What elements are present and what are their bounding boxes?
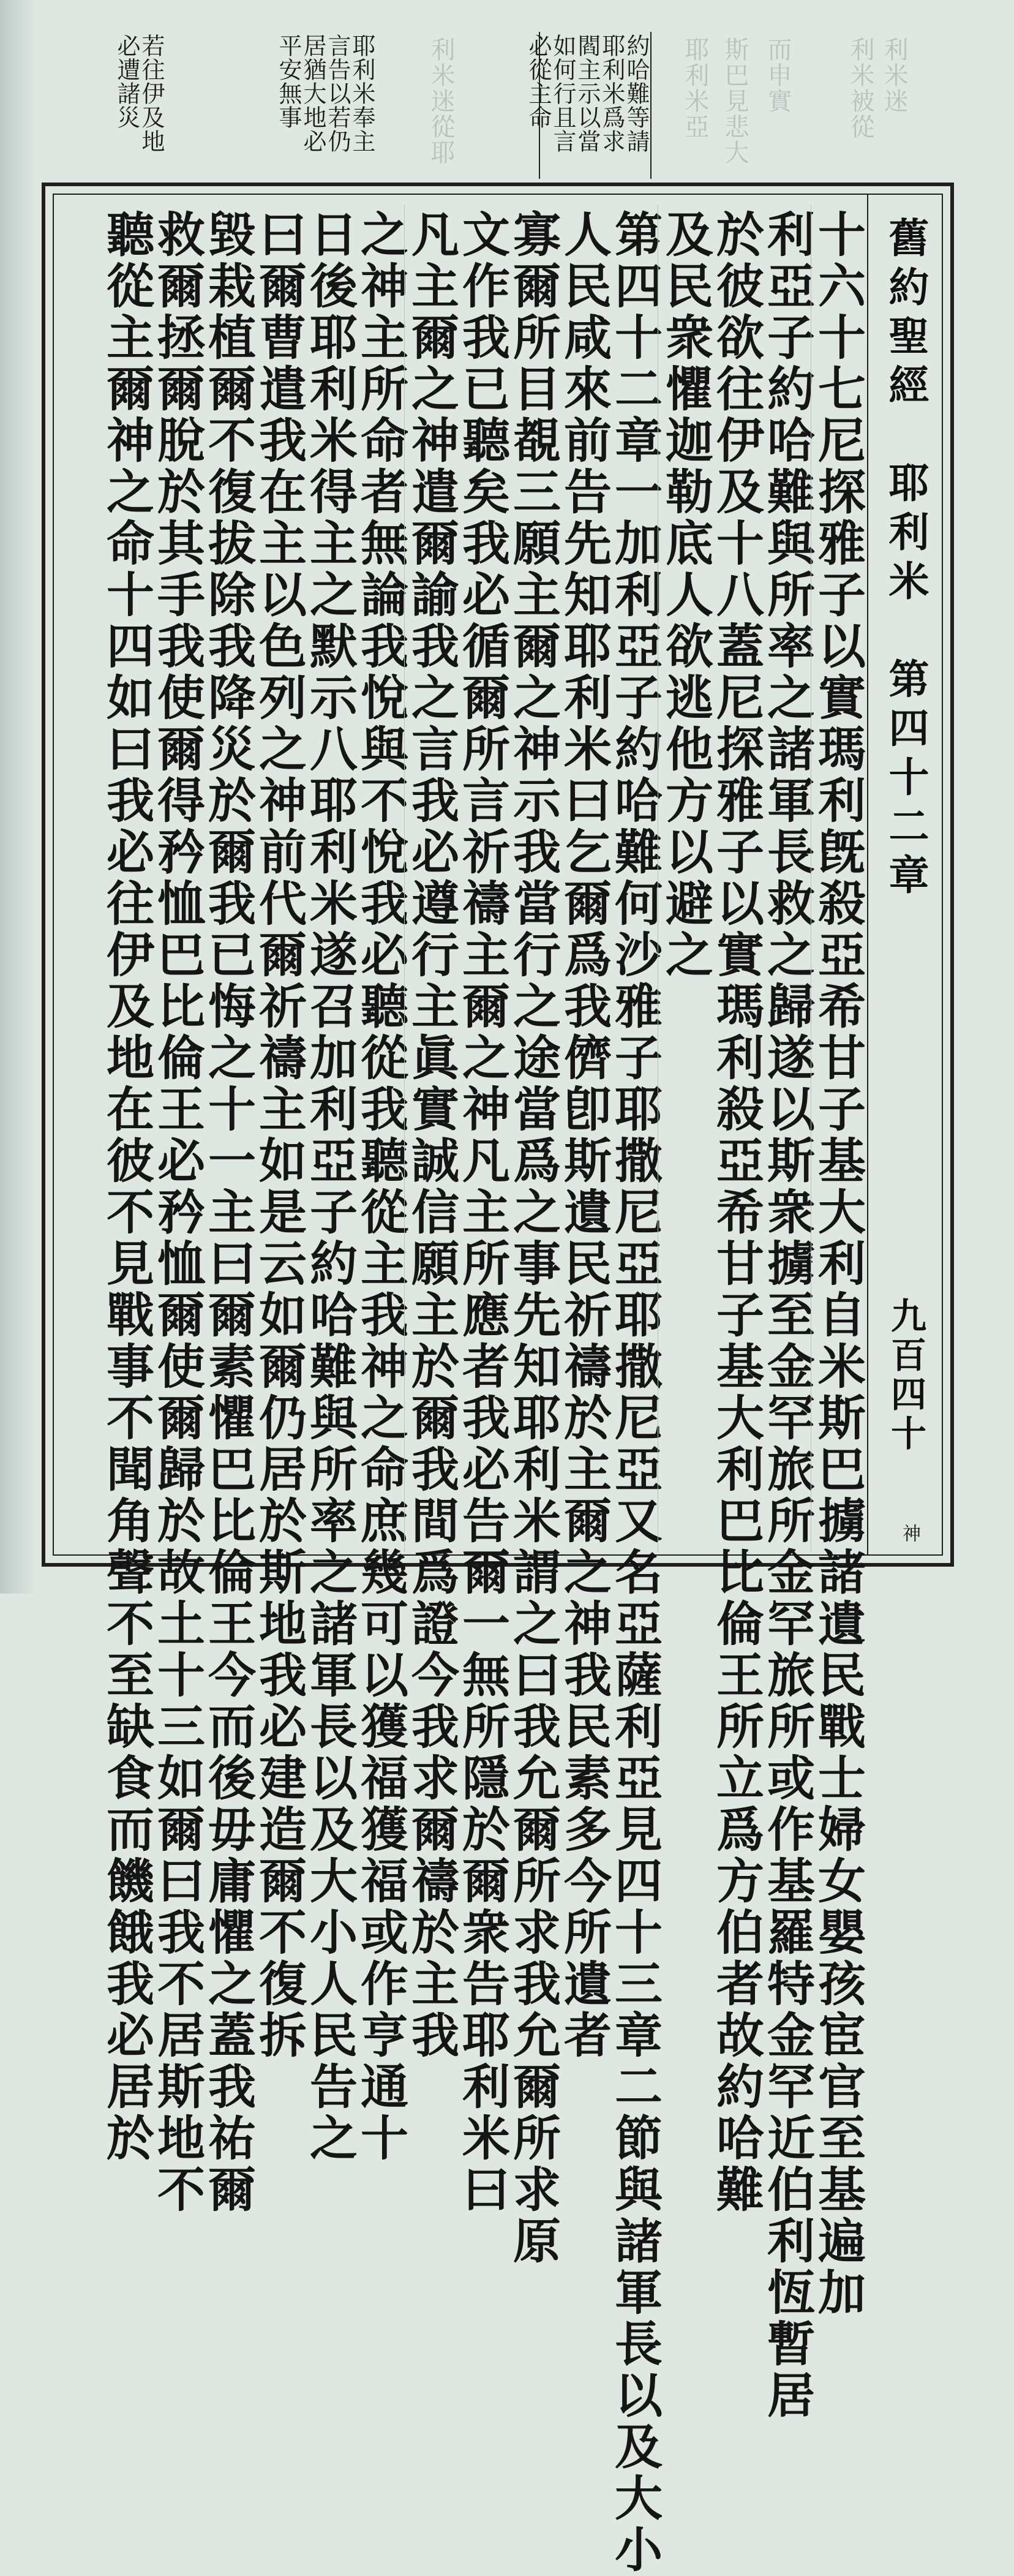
text-column-3: 於彼欲往伊及十八蓋尼探雅子以實瑪利殺亞希甘子基大利巴比倫王所立爲方伯者故約哈難 — [708, 209, 764, 2216]
text-column-7: 寡爾所目覩三願主爾之神示我當行之途當爲之事先知耶利米謂之曰我允爾所求我允爾所求原 — [505, 209, 561, 2267]
text-column-11: 日後耶利米得主之默示八耶利米遂召加利亞子約哈難與所率之諸軍長以及大小人民告之 — [302, 209, 358, 2164]
text-column-8: 文作我已聽矣我必循爾所言祈禱主爾之神凡主所應者我必告爾一無所隱於爾衆告耶利米曰 — [454, 209, 510, 2216]
book-title: 舊約聖經 耶利米 第四十二章 — [882, 217, 930, 903]
text-column-4: 及民衆懼迦勒底人欲逃他方以避之 — [658, 209, 713, 981]
page-number: 九百四十 — [885, 1297, 926, 1454]
top-note-2: 耶利米爲求 — [598, 34, 625, 153]
top-note-11: 必遭諸災 — [113, 34, 140, 129]
text-column-12: 曰爾曹遣我在主以色列之神前代爾祈禱主如是云如爾仍居於斯地我必建造爾不復拆 — [251, 209, 307, 2062]
text-column-2: 利亞子約哈難與所率之諸軍長救之歸遂以斯衆擄至金罕旅所金罕旅所或作基羅特金罕近伯利恆暫居 — [759, 209, 815, 2422]
text-column-6: 人民咸來前告先知耶利米曰乞爾爲我儕卽斯遺民祈禱於主爾之神我民素多今所遺者 — [556, 209, 612, 2062]
text-column-13: 毀栽植爾不復拔除我降災於爾我已悔之十一主曰爾素懼巴比倫王今而後毋庸懼之蓋我祐爾 — [200, 209, 256, 2216]
page-edge-shadow — [0, 0, 37, 1594]
top-note-1: 約哈難等請 — [623, 34, 650, 153]
top-note-4: 如何行且言 — [549, 34, 576, 153]
running-header — [867, 195, 942, 1554]
text-column-10: 之神主所命者無論我悅與不悅我必聽從我聽從主我神之命庶幾可以獲福獲福或作亨通十 — [353, 209, 408, 2164]
ghost-text-4: 而申實 — [764, 37, 792, 114]
top-note-5: 必從主命 — [525, 34, 552, 129]
top-note-8: 居猶大地必 — [299, 34, 326, 153]
ghost-text-2: 利米迷 — [880, 37, 908, 114]
text-column-9: 凡主爾之神遣爾諭我之言我必遵行主眞實誠信願主於爾我間爲證今我求爾禱於主我 — [404, 209, 459, 2062]
column-rule — [404, 205, 405, 1552]
text-column-14: 救爾拯爾脫於其手我使爾得矜恤巴比倫王必矜恤爾使爾歸於故土十三如爾曰我不居斯地不 — [149, 209, 205, 2216]
ghost-text-3: 斯巴見悲大 — [721, 37, 749, 165]
ghost-text-1: 利米被從 — [846, 37, 874, 140]
ghost-text-6: 利米迷從耶 — [427, 37, 455, 165]
top-note-3: 閻主示以當 — [574, 34, 601, 153]
top-note-6: 耶利米奉主 — [348, 34, 375, 153]
text-column-5: 第四十二章一加利亞子約哈難何沙雅子耶撒尼亞耶撒尼亞又名亞薩利亞見四十三章二節與諸軍長以及大小 — [607, 209, 663, 2576]
top-note-9: 平安無事 — [275, 34, 302, 129]
top-note-7: 言告以若仍 — [324, 34, 351, 153]
top-note-10: 若往伊及地 — [138, 34, 165, 153]
ghost-text-5: 耶利米亞 — [681, 37, 709, 140]
text-column-15: 聽從主爾神之命十四如曰我必往伊及地在彼不見戰事不聞角聲不至缺食而饑餓我必居於 — [99, 209, 154, 2164]
text-frame — [42, 183, 954, 2576]
text-column-1: 十六十七尼探雅子以實瑪利旣殺亞希甘子基大利自米斯巴擄諸遺民戰士婦女嬰孩宦官至基遍加 — [810, 209, 866, 2319]
corner-tag: 神 — [899, 1524, 920, 1542]
